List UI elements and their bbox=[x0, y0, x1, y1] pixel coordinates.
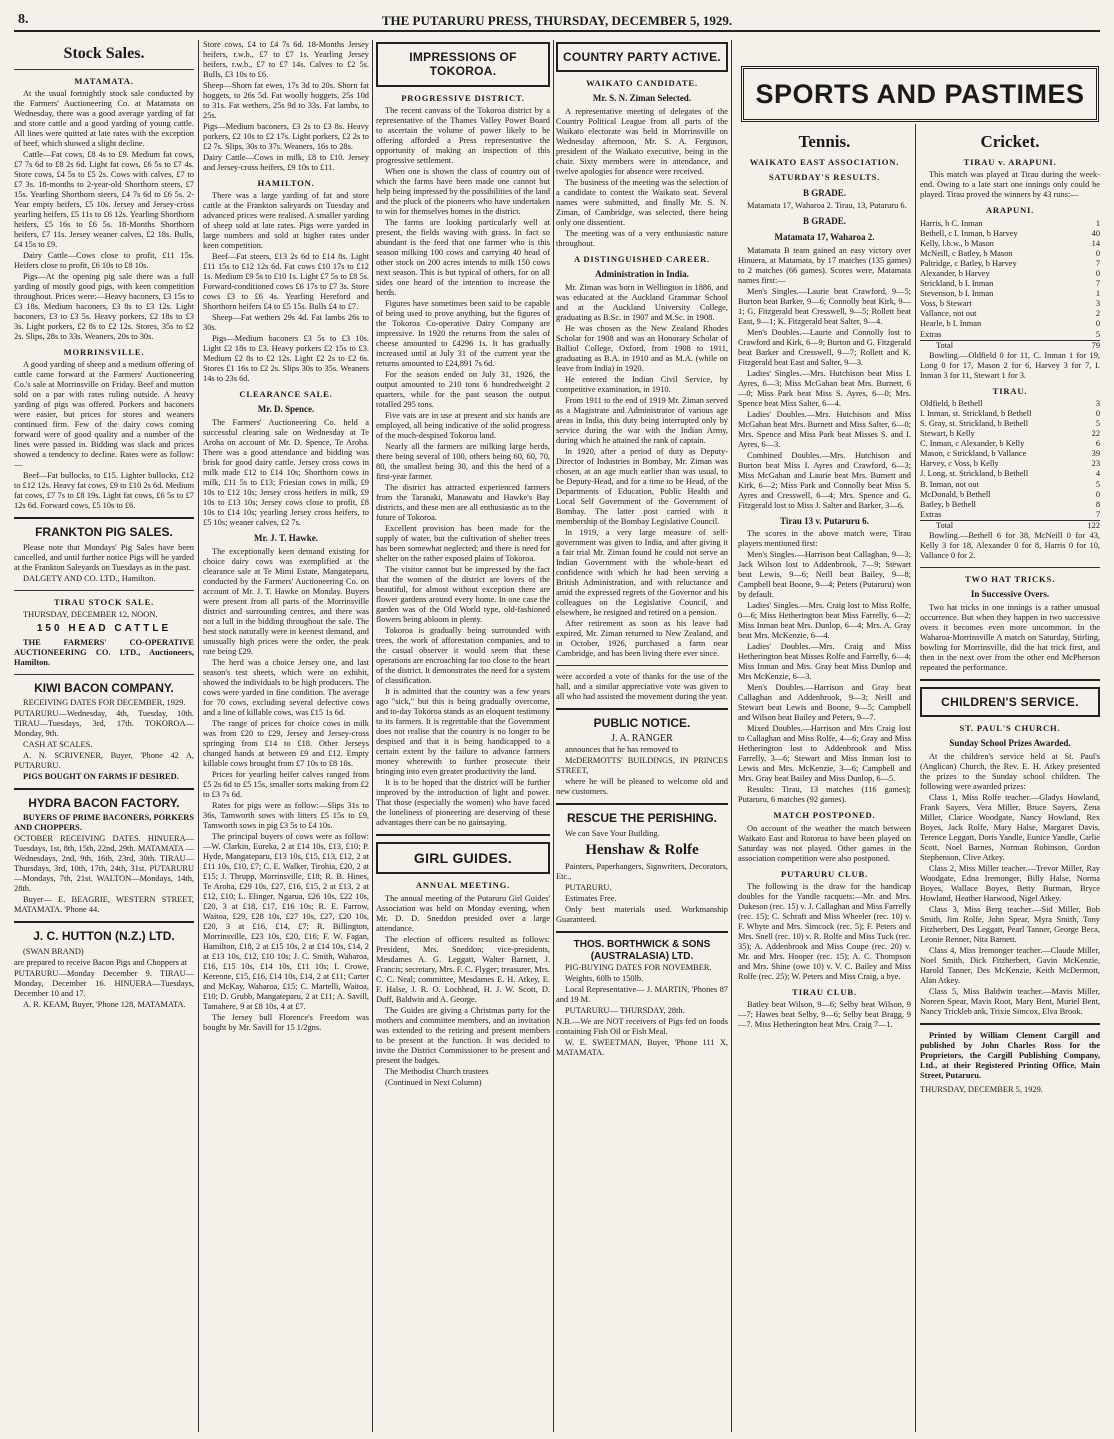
paragraph: Class 4, Miss Iremonger teacher.—Claude Miller, Noel Smith, Dick Fitzherbert, Gavin McKenzie, Harold Tanner, Des McKenzie, Keith McDermott, Alan Atkey. bbox=[920, 946, 1100, 986]
batsman-row bbox=[920, 409, 1100, 419]
footer-date: THURSDAY, DECEMBER 5, 1929. bbox=[920, 1085, 1043, 1095]
kiwi-heading: KIWI BACON COMPANY. bbox=[34, 680, 174, 695]
receiving-dates: PUTARURU—Wednesday, 4th, Tuesday, 10th. TIRAU—Tuesdays, 3rd, 17th. TOKOROA—Monday, 9th. bbox=[14, 709, 194, 739]
paragraph: For the season ended on July 31, 1926, the output amounted to 210 tons 6 hundredweight 2 quarters, while for the past season the output totalled 295 tons. bbox=[376, 369, 550, 409]
arapuni-scorecard bbox=[920, 219, 1100, 340]
paragraph: It is admitted that the country was a few years ago "sick," but this is being gradually overcome, and to-day Tokoroa stands as an eloquent testimony to its farmers. It is regrettable that the Government does not realise that the country is no longer to be despised and that it is being handicapped to a certain extent by the failure to advance farmers money wherewith to further prosecute their bringing into even greater productivity the land. bbox=[376, 686, 550, 776]
paragraph: In 1920, after a period of duty as Deputy-Director of Industries in Bombay, Mr. Ziman was chosen, at an age much earlier than was usual, to be Deputy-Head, and for a time to be Head, of the Departments of Education, Public Health and Local Self Government of the Government of Bombay. The latter post carried with it membership of the Bombay Legislative Council. bbox=[556, 447, 728, 527]
career-caps: A DISTINGUISHED CAREER. bbox=[573, 254, 711, 265]
paragraph: The recent canvass of the Tokoroa district by a representative of the Thames Valley Power Board to ascertain the volume of power likely to be offering afforded a Press representative the opportunity of making an inspection of this progressive settlement. bbox=[376, 105, 550, 165]
hydra-buyer: Buyer— E. BEAGRIE, WESTERN STREET, MATAMATA. 'Phone 44. bbox=[14, 895, 194, 915]
hutton-heading: J. C. HUTTON (N.Z.) LTD. bbox=[33, 929, 175, 944]
batsman-row bbox=[920, 459, 1100, 469]
batsman-name: Paltridge, c Batley, b Harvey bbox=[920, 258, 1017, 268]
paragraph: The herd was a choice Jersey one, and last season's test sheets, which were on exhibit, showed the individuals to be high producers. The cows were yarded in fine condition. The average for 70 cows, excluding several defective cows and a line of killable cows, was £15 1s 6d. bbox=[203, 657, 369, 717]
paragraph: Class 5, Miss Baldwin teacher.—Mavis Miller, Noreen Spear, Mavis Root, Mary Bent, Muriel Bent, Nancy Trickleb ank, Trixie Simcox, Elva Brook. bbox=[920, 987, 1100, 1017]
hydra-dates: OCTOBER RECEIVING DATES. HINUERA—Tuesdays, 1st, 8th, 15th, 22nd, 29th. MATAMATA — Wednesdays, 2nd, 9th, 16th, 23rd, 30th. TIRAU—Thursdays, 3rd, 10th, 17th, 24th, 31st. PUTARURU—Mondays, 7th, 21st. WALTON—Mondays, 14th, 28th. bbox=[14, 834, 194, 894]
paragraph: Sheep—Shorn fat ewes, 17s 3d to 20s. Shorn fat hoggets, to 26s 5d. Fat woolly hoggets, 25s 10d to 31s. Fat wethers, 25s 9d to 33s. Fat lambs, to 25s. bbox=[203, 81, 369, 120]
column-stock-continued bbox=[203, 40, 369, 1432]
paragraph: The farms are looking particularly well at present, the fields waving with grass. In fact so abundant is the feed that one farmer who is this season milking 100 cows and carrying 40 head of other stock on 200 acres intends to milk 150 cows next season. This is but typical of others, for on all sides one heard of the intention to increase the herds. bbox=[376, 217, 550, 297]
batsman-runs: 39 bbox=[1091, 449, 1100, 459]
batsman-name: C. Inman, c Alexander, b Kelly bbox=[920, 439, 1025, 449]
weights: Weights, 60lb to 150lb. bbox=[565, 974, 644, 984]
batsman-name: Vallance, not out bbox=[920, 309, 977, 319]
paragraph: He entered the Indian Civil Service, by competitive examination, in 1910. bbox=[556, 375, 728, 395]
batsman-name: McDonald, b Bethell bbox=[920, 489, 991, 499]
grade: B GRADE. bbox=[802, 216, 846, 227]
batsman-row bbox=[920, 229, 1100, 239]
henshaw-rolfe: Henshaw & Rolfe bbox=[585, 841, 699, 858]
paragraph: He was chosen as the New Zealand Rhodes Scholar for 1908 and was an Honorary Scholar of Balliol College, Oxford, from 1908 to 1911, graduating as B.A. in 1910 and as M.A. (while on leave from India) in 1920. bbox=[556, 324, 728, 374]
batsman-row bbox=[920, 330, 1100, 340]
paragraph: The district has attracted experienced farmers from the Taranaki, Manawatu and Hawke's Bay districts, and these men are all enthusiastic as to the future of Tokoroa. bbox=[376, 482, 550, 522]
paragraph: The following is the draw for the handicap doubles for the Yandle racquets:—Mr. and Mrs. Dukeson (rec. 15) v. J. Callaghan and Miss Farrelly (rec. 15); C. Schraft and Miss Wheeler (rec. 10) v. F. Whyte and Mrs. Simcock (rec. 5); F. Peters and Mrs. Snell (rec. 10) v. R. Rolfe and Miss Tuck (rec. 35); A. Addenbrook and Miss Coupe (rec. 20) v. Mr. and Mrs. Hooper (rec. 15); A. C. Thompson and Mrs. Shine (owe 10) v. V. C. Bailey and Miss Rolfe (rec. 25); W. Peters and Miss Craig, a bye. bbox=[738, 881, 911, 981]
paragraph: Pigs—At the opening pig sale there was a full yarding of mostly good pigs, with keen competition throughout. Prices were:—Heavy baconers, £3 15s to £3 18s. Medium baconers, £3 8s to £3 12s. Light baconers, £3 to £3 5s. Heavy porkers, £2 18s to £3 3s. Light porkers, £2 8s to £2 12s. Stores, 35s to £2 2s. Slips, 28s to 33s. Weaners, 20s to 30s. bbox=[14, 272, 194, 342]
town: PUTARURU. bbox=[565, 883, 612, 893]
batsman-runs: 4 bbox=[1095, 469, 1100, 479]
paragraph: On account of the weather the match between Waikato East and Rotorua to have been played on Saturday was not played. Other games in the association competition were also postponed. bbox=[738, 823, 911, 863]
rescue-sub: We can Save Your Building. bbox=[565, 828, 660, 838]
total-label: Total bbox=[920, 340, 1078, 351]
paragraph: Prices for yearling heifer calves ranged from £5 2s 6d to £5 15s, smaller sorts making from £2 to £3 7s 6d. bbox=[203, 769, 369, 799]
batsman-row bbox=[920, 319, 1100, 329]
hutton-dates: PUTARURU—Monday December 9. TIRAU—Monday, December 16. HINUERA—Tuesdays, December 10 and 17. bbox=[14, 968, 194, 998]
public-notice-heading: PUBLIC NOTICE. bbox=[593, 716, 691, 731]
tennis-heading: Tennis. bbox=[798, 132, 851, 151]
batsman-runs: 3 bbox=[1095, 398, 1100, 408]
paragraph: The annual meeting of the Putaruru Girl Guides' Association was held on Monday evening, when Mr. D. D. Sneddon presided over a large attendance. bbox=[376, 893, 550, 933]
paragraph: Dairy Cattle—Cows close to profit, £11 15s. Heifers close to profit, £6 10s to £8 10s. bbox=[14, 251, 194, 271]
batsman-row bbox=[920, 439, 1100, 449]
batsman-runs: 0 bbox=[1095, 408, 1100, 418]
batsman-row bbox=[920, 219, 1100, 229]
batsman-runs: 5 bbox=[1095, 329, 1100, 339]
ziman-selected: Mr. S. N. Ziman Selected. bbox=[592, 93, 692, 104]
column-rule bbox=[372, 40, 373, 1432]
cattle-count: 150 HEAD CATTLE bbox=[36, 622, 172, 634]
paragraph: Mixed Doubles.—Harrison and Mrs Craig lost to Callaghan and Miss Rolfe, 4—6; Gray and Miss Hetherington lost to Addenbrook and Miss Farrelly, 3—6; Stewart and Miss Inman lost to Lewis and Mrs. McKenzie, 3—6; Campbell and Mrs. Gray beat Bailey and Miss Dunlop, 6—5. bbox=[738, 724, 911, 784]
batsman-row bbox=[920, 429, 1100, 439]
batsman-runs: 1 bbox=[1095, 218, 1100, 228]
hydra-buyers: BUYERS OF PRIME BACONERS, PORKERS AND CHOPPERS. bbox=[14, 813, 194, 833]
borthwick-heading: THOS. BORTHWICK & SONS (AUSTRALASIA) LTD. bbox=[573, 939, 711, 963]
batsman-name: Harris, b C. Inman bbox=[920, 218, 983, 228]
batsman-row bbox=[920, 299, 1100, 309]
batsman-row bbox=[920, 500, 1100, 510]
tirau-club: TIRAU CLUB. bbox=[792, 986, 857, 997]
batsman-row bbox=[920, 269, 1100, 279]
hawke-sub: Mr. J. T. Hawke. bbox=[253, 533, 319, 544]
paragraph: From 1911 to the end of 1919 Mr. Ziman served as a Magistrate and Administrator of various age areas in India, this duty being interrupted only by service during the war with the Indian Army, during which he attained the rank of captain. bbox=[556, 396, 728, 446]
total-runs: 79 bbox=[1078, 340, 1100, 351]
batsman-name: Strickland, b I. Inman bbox=[920, 279, 994, 289]
paragraph: Men's Doubles.—Laurie and Connolly lost to Crawford and Kirk, 6—9; Burton and G. Fitzgerald beat Barker and Cresswell, 9—7; Rollett and K. Fitzgerald beat East and Salter, 9—3. bbox=[738, 327, 911, 367]
paragraph: After retirement as soon as his leave had expired, Mr. Ziman returned to New Zealand, and in October, 1926, purchased a farm near Cambridge, and has been living there ever since. bbox=[556, 619, 728, 659]
prizes-sub: Sunday School Prizes Awarded. bbox=[949, 738, 1071, 749]
paragraph: Men's Singles.—Harrison beat Callaghan, 9—3; Jack Wilson lost to Addenbrook, 7—9; Stewart beat Lewis, 9—6; Neill beat Bailey, 9—8; Campbell beat Boone, 9—4; Peters (Putaruru) won by default. bbox=[738, 550, 911, 600]
batsman-row bbox=[920, 289, 1100, 299]
putaruru-club: PUTARURU CLUB. bbox=[781, 868, 868, 879]
st-pauls: ST. PAUL'S CHURCH. bbox=[959, 723, 1061, 734]
paragraph: The Guides are giving a Christmas party for the mothers and committee members, and an invitation was extended to the retiring and present members to be present at the function. It was decided to invite the District Commissioner to be present and present the badges. bbox=[376, 1005, 550, 1065]
paragraph: Store cows, £4 to £4 7s 6d. 18-Months Jersey heifers, r.w.b., £7 to £7 1s. Yearling Jersey heifers, r.w.b., £7 to £7 14s. Calves to £2 5s. Bulls, £3 10s to £6. bbox=[203, 40, 369, 79]
cricket-heading: Cricket. bbox=[980, 132, 1040, 151]
signature: DALGETY AND CO. LTD., Hamilton. bbox=[23, 573, 156, 583]
batsman-name: Mason, c Strickland, b Vallance bbox=[920, 449, 1027, 459]
hutton-text: are prepared to receive Bacon Pigs and Choppers at bbox=[14, 957, 188, 967]
batsman-row bbox=[920, 239, 1100, 249]
notice-welcome: where he will be pleased to welcome old and new customers. bbox=[556, 777, 728, 797]
paragraph: Combined Doubles.—Mrs. Hutchison and Burton beat Miss I. Ayres and Crawford, 6—3; Miss McGahan and Laurie beat Mrs. Burnett and Kirk, 6—2; Miss Park and Connolly beat Miss S. Ayres and Cresswell, 6—4; Mrs. Spence and G. Fitzgerald lost to Miss J. Salter and Barker, 3—6. bbox=[738, 450, 911, 510]
borthwick-sub: PIG-BUYING DATES FOR NOVEMBER. bbox=[565, 963, 712, 973]
paragraph: The range of prices for choice cows in milk was from £20 to £29, Jersey and Jersey-cross springing from £14 to £18. Other Jerseys changed hands at between £9 and £12. Empty killable cows brought from £7 10s to £8 10s. bbox=[203, 718, 369, 768]
batsman-row bbox=[920, 399, 1100, 409]
imprint: Printed by William Clement Cargill and published by John Charles Ross for the Proprietors, the Cargill Publishing Company, Ltd., at their Registered Printing Office, Main Street, Putaruru. bbox=[920, 1031, 1100, 1081]
arapuni-caps: ARAPUNI. bbox=[985, 205, 1035, 216]
newspaper-title: THE PUTARURU PRESS, THURSDAY, DECEMBER 5, 1929. bbox=[381, 13, 733, 28]
paragraph: When one is shown the class of country out of which the farms have been made one cannot but help being impressed by the possibilities of the land and the pluck of the pioneers who have undertaken to win for themselves homes in the district. bbox=[376, 166, 550, 216]
column-tokoroa bbox=[376, 40, 550, 1432]
sale-date: THURSDAY, DECEMBER 12, NOON. bbox=[23, 609, 158, 619]
batsman-name: Alexander, b Harvey bbox=[920, 269, 990, 279]
paragraph: The Methodist Church trustees bbox=[385, 1066, 489, 1076]
paragraph: Results: Tirau, 13 matches (116 games); Putaruru, 6 matches (92 games). bbox=[738, 785, 911, 805]
paragraph: Ladies' Doubles.—Mrs. Hutchison and Miss McGahan beat Mrs. Burnett and Miss Salter, 6—0; Mrs. Spence and Miss Park beat Misses S. and I. Ayres, 6—3. bbox=[738, 409, 911, 449]
nb-note: N.B.—We are NOT receivers of Pigs fed on foods containing Fish Oil or Fish Meal. bbox=[556, 1017, 728, 1037]
association: WAIKATO EAST ASSOCIATION. bbox=[749, 157, 900, 168]
auctioneer: THE FARMERS' CO-OPERATIVE AUCTIONEERING CO. LTD., Auctioneers, Hamilton. bbox=[14, 637, 194, 667]
guides-continued: were accorded a vote of thanks for the use of the hall, and a similar appreciative vote was given to all who had assisted the movement during the year. bbox=[556, 672, 728, 702]
batsman-name: B. Inman, not out bbox=[920, 479, 979, 489]
paragraph: Ladies' Singles.—Mrs. Craig lost to Miss Rolfe, 0—6; Miss Hetherington beat Miss Farrelly, 6—2; Miss Inman beat Mrs. Dunlop, 6—4; Mrs. A. Gray beat Mrs. McKenzie, 6—4. bbox=[738, 601, 911, 641]
paragraph: The meeting was of a very enthusiastic nature throughout. bbox=[556, 229, 728, 249]
trades: Painters, Paperhangers, Signwriters, Decorators, Etc., bbox=[556, 862, 728, 882]
paragraph: Class 3, Miss Berg teacher.—Sid Miller, Bob Smith, Jim Rolfe, John Spear, Myra Smith, Tony Fitzherbert, Des Leggatt, Pearl Tanner, George Beca, Leonie Renner, Nita Barnett. bbox=[920, 905, 1100, 945]
column-rule bbox=[553, 40, 554, 1432]
batsman-name: McNeill, c Batley, b Mason bbox=[920, 248, 1013, 258]
batsman-name: Extras bbox=[920, 329, 942, 339]
batsman-name: Stewart, b Kelly bbox=[920, 429, 975, 439]
batsman-runs: 23 bbox=[1091, 459, 1100, 469]
column-country-party bbox=[556, 40, 728, 1432]
paragraph: Cattle—Fat cows, £8 4s to £9. Medium fat cows, £7 7s 6d to £8 2s 6d. Light fat cows, £6 5s to £7 4s. Store cows, £4 5s to £5 2s. Cows with calves, £7 to £7 3s. 18-months to 2-year-old Shorthorn steers, £7 15s. Yearling Shorthorn steers, £4 7s 6d to £6 5s. 2-Year empty heifers, £5 10s. Jersey and Jersey-cross yearling heifers, £5 11s to £6 12s. Yearling Shorthorn heifers, £5 16s to £6 5s. 18-Months Shorthorn heifers, £7 11s. Jersey weaner calves, £2 18s. Bulls, £4 15s to £9. bbox=[14, 150, 194, 250]
batsman-runs: 7 bbox=[1095, 258, 1100, 268]
hamilton-caps: HAMILTON. bbox=[257, 178, 315, 188]
batsman-runs: 0 bbox=[1095, 319, 1100, 329]
batsman-runs: 7 bbox=[1095, 509, 1100, 519]
masthead bbox=[14, 10, 1100, 32]
paragraph: A good yarding of sheep and a medium offering of cattle came forward at the Farmers' Auctioneering Co.'s sale at Morrinsville on Friday. Beef and mutton sold on a par with rates ruling outside. A heavy yarding of pigs was offered. Porkers and baconers were easier, but prices for stores and weaners continued firm. Few of the dairy cows coming forward were of good quality and a number of the lines were passed in. Bidding was slack and prices showed a tendency to decline. Rates were as follow:— bbox=[14, 360, 194, 470]
arapuni-total bbox=[920, 340, 1100, 351]
paragraph: Five vats are in use at present and six hands are employed, all being indicative of the solid progress of the much-despised Tokoroa land. bbox=[376, 410, 550, 440]
batsman-runs: 5 bbox=[1095, 479, 1100, 489]
tirau-stock-heading: TIRAU STOCK SALE. bbox=[53, 596, 155, 607]
girl-guides-heading: GIRL GUIDES. bbox=[376, 842, 550, 875]
paragraph: The visitor cannot but be impressed by the fact that the women of the district are lovers of the beautiful, for almost without exception there are flower gardens around every home. In one case the garden was of the Old World type, old-fashioned flowers being abloom in plenty. bbox=[376, 564, 550, 624]
receiving-dates-title: RECEIVING DATES FOR DECEMBER, 1929. bbox=[23, 698, 186, 708]
paragraph: The principal buyers of cows were as follow:—W. Clarkin, Eureka, 2 at £14 10s, £13, £10; P. Hyde, Mangateparu, £13 10s, £15, £13, £12, 2 at £11 10s, £10, £7; C. E. Walker, Tirohia, £20, 2 at £15; J. Thrupp, Morrinsville, £18; R. B. Hines, Te Aroha, £29 10s, £27, £16, £15, 2 at £13, 2 at £12, £10; L. Elinger, Ngarua, £26 10s, £22 10s, £20, 3 at £18, £17, £16 10s; R. E. Farrow, Waitoa, £29, £28 10s, £27 10s, £27, £20 10s, £20, 3 at £16, £14, £7; R. Billington, Morrinsville, £23 10s, £20, £16; F. W. Fagan, Hamilton, £18, 2 at £15 10s, 2 at £14 10s, £14, 2 at £13 10s, £12, £10 10s; J. C. Smith, Waharoa, £16, £15 10s, £14 10s, £11 10s; I. Crowe, Kereone, £15, £16, £14 10s, £14, 2 at £11; Carter and McKay, Waharoa, £15; C. Martelli, Waitoa, £10; D. Grubb, Mangateparu, 2 at £11; A. Savill, Tamahere, 9 at £8 10s, 4 at £7. bbox=[203, 831, 369, 1011]
batsman-runs: 3 bbox=[1095, 299, 1100, 309]
paragraph: Figures have sometimes been said to be capable of being used to prove anything, but the figures of the Tokoroa Co-operative Dairy Company are impressive. In 1920 the returns from the sales of cheese amounted to £4296 1s. It has gradually increased until at July 31 of the current year the returns amounted to £24,891 7s 6d. bbox=[376, 298, 550, 368]
batsman-name: J. Long, st. Strickland, b Bethell bbox=[920, 469, 1029, 479]
hydra-heading: HYDRA BACON FACTORY. bbox=[28, 796, 180, 811]
paragraph: Ladies' Singles.—Mrs. Hutchison beat Miss I. Ayres, 6—3; Miss McGahan beat Mrs. Burnett, 6—0; Miss Park beat Miss S. Ayres, 6—0; Mrs. Spence beat Miss Salter, 6—4. bbox=[738, 368, 911, 408]
matamata-caps: MATAMATA. bbox=[74, 76, 134, 87]
paragraph: Rates for pigs were as follow:—Slips 31s to 36s, Tamworth sows with litters £5 15s to £9, Tamworth sows in pig £3 5s to £4 10s. bbox=[203, 800, 369, 830]
paragraph: There was a large yarding of fat and store cattle at the Frankton saleyards on Tuesday and advanced prices were realised. A smaller yarding of sheep sold at late rates. Pigs were yarded in large numbers and sold at higher rates under keen competition. bbox=[203, 191, 369, 251]
paragraph: Tokoroa is gradually being surrounded with trees, the work of afforestation companies, and to the casual observer it would seem that these operations are encroaching far too close to the heart of the district. It demonstrates the need for a system of classification. bbox=[376, 625, 550, 685]
tirau-putaruru: Tirau 13 v. Putaruru 6. bbox=[780, 515, 869, 526]
paragraph: Matamata B team gained an easy victory over Hinuera, at Matamata, by 17 matches (135 games) to 2 matches (66 games). Scores were, Matamata names first:— bbox=[738, 245, 911, 285]
buyer: A. N. SCRIVENER, Buyer, 'Phone 42 A, PUTARURU. bbox=[14, 751, 194, 771]
tokoroa-sub: PROGRESSIVE DISTRICT. bbox=[401, 92, 525, 103]
stock-sales-heading: Stock Sales. bbox=[63, 45, 145, 62]
batsman-runs: 6 bbox=[1095, 439, 1100, 449]
batsman-name: Extras bbox=[920, 509, 942, 519]
paragraph: This match was played at Tirau during the week-end. Owing to a late start one innings only could be played. Tirau proved the winners by 43 runs:— bbox=[920, 170, 1100, 200]
batsman-row bbox=[920, 249, 1100, 259]
paragraph: Beef—Fat steers, £13 2s 6d to £14 8s. Light £11 15s to £12 12s 6d. Fat cows £10 17s to £12 1s. Medium £9 5s to £10 1s. Light £7 5s to £8 5s. Forward-conditioned cows £6 17s to £7 3s. Store cows £3 to £6 4s. Yearling Hereford and Shorthorn heifers £4 to £5 15s. Bulls £4 to £7. bbox=[203, 252, 369, 312]
grade-results: Matamata 17, Waharoa 2. Tirau, 13, Putaruru 6. bbox=[747, 201, 907, 211]
batsman-row bbox=[920, 309, 1100, 319]
paragraph: Sheep—Fat wethers 29s 4d. Fat lambs 26s to 30s. bbox=[203, 313, 369, 333]
paragraph: Beef—Fat bullocks, to £15. Lighter bullocks, £12 to £12 12s. Heavy fat cows, £9 to £10 2s 6d. Medium fat cows, £7 7s to £8 19s. Light fat cows, £6 5s to £7 12s 6d. Forward cows, £5 10s to £6. bbox=[14, 471, 194, 511]
hat-tricks-caps: TWO HAT TRICKS. bbox=[964, 573, 1056, 584]
batsman-name: Kelly, l.b.w., b Mason bbox=[920, 238, 994, 248]
notice-place: McDERMOTTS' BUILDINGS, IN PRINCES STREET, bbox=[556, 756, 728, 776]
paragraph: Men's Singles.—Laurie beat Crawford, 9—5; Burton beat Barker, 9—6; Connolly beat Kirk, 9—1; G. Fitzgerald beat Cresswell, 9—5; Rollett beat East, 9—1; K. Fitzgerald beat Salter, 9—4. bbox=[738, 286, 911, 326]
batsman-name: Batley, b Bethell bbox=[920, 499, 976, 509]
estimates: Estimates Free. bbox=[565, 894, 617, 904]
match-sub: Matamata 17, Waharoa 2. bbox=[774, 232, 875, 243]
hutton-buyer: A. R. KEAM, Buyer, 'Phone 128, MATAMATA. bbox=[23, 999, 186, 1009]
notice-text: announces that he has removed to bbox=[565, 745, 679, 755]
batsman-name: Oldfield, b Bethell bbox=[920, 398, 983, 408]
materials: Only best materials used. Workmanship Guaranteed. bbox=[556, 905, 728, 925]
paragraph: Bowling.—Bethell 6 for 38, McNeill 0 for 43, Kelly 3 for 18, Alexander 0 for 8, Harris 0 for 10, Vallance 0 for 2. bbox=[920, 530, 1100, 560]
batsman-row bbox=[920, 259, 1100, 269]
swan-brand: (SWAN BRAND) bbox=[23, 946, 84, 956]
clearance-caps: CLEARANCE SALE. bbox=[239, 389, 333, 400]
tirau-scorecard bbox=[920, 399, 1100, 520]
sports-pastimes-banner: SPORTS AND PASTIMES bbox=[741, 66, 1099, 122]
column-rule bbox=[198, 40, 199, 1432]
batsman-runs: 14 bbox=[1091, 238, 1100, 248]
batsman-name: Hearle, b I. Inman bbox=[920, 319, 982, 329]
paragraph: Class 2, Miss Miller teacher.—Trevor Miller, Ray Woodgate, Edna Iremonger, Billy Halse, Norma Boyes, Wallace Boyes, Betty Burman, Bryce Howland, Heather Harwood, Nigel Atkey. bbox=[920, 864, 1100, 904]
batsman-row bbox=[920, 469, 1100, 479]
frankton-heading: FRANKTON PIG SALES. bbox=[35, 525, 173, 540]
column-stock-sales bbox=[14, 40, 194, 1432]
column-cricket bbox=[920, 124, 1100, 1432]
tirau-caps: TIRAU. bbox=[992, 385, 1028, 396]
results-caps: SATURDAY'S RESULTS. bbox=[768, 172, 881, 183]
continued-note: (Continued in Next Column) bbox=[385, 1077, 482, 1087]
tokoroa-heading: IMPRESSIONS OF TOKOROA. bbox=[376, 42, 550, 87]
batsman-runs: 5 bbox=[1095, 419, 1100, 429]
batsman-row bbox=[920, 419, 1100, 429]
paragraph: Nearly all the farmers are milking large herds, there being several of 100, others being 60, 60, 70, 80, the smallest being 30, and this the herd of a first-year farmer. bbox=[376, 441, 550, 481]
cash-at-scales: CASH AT SCALES. bbox=[23, 740, 93, 750]
paragraph: Pigs—Medium baconers £3 5s to £3 10s. Light £2 18s to £3. Heavy porkers £2 15s to £3. Medium £2 8s to £2 12s. Light £2 2s to £2 6s. Stores £1 16s to £2 2s. Slips 30s to 35s. Weaners 14s to 23s 6d. bbox=[203, 334, 369, 384]
paragraph: The Jersey bull Florence's Freedom was bought by Mr. Savill for 15 1/2gns. bbox=[203, 1012, 369, 1032]
paragraph: The Farmers' Auctioneering Co. held a successful clearing sale on Wednesday at Te Aroha on account of Mr. D. Spence, Te Aroha. There was a good attendance and bidding was brisk for good dairy cattle. Jersey cross cows in milk made £12 to £14 10s; Shorthorn cows in milk, £11 5s to £13; Friesian cows in milk, £9 10s to £12 10s; Jersey cross heifers in milk, £9 10s to £13 10s; Jersey cows close to profit, £8 10s to £14 10s; yearling Jersey cross heifers, to £5 10s; weaner calves, £2 7s. bbox=[203, 418, 369, 528]
paragraph: The business of the meeting was the selection of a candidate to contest the Waikato seat. Several names were submitted, and finally Mr. S. N. Ziman, of Cambridge, was selected, there being only one dissentient. bbox=[556, 178, 728, 228]
total-label: Total bbox=[920, 520, 1078, 531]
country-party-heading: COUNTRY PARTY ACTIVE. bbox=[556, 42, 728, 72]
paragraph: Class 1, Miss Rolfe teacher.—Gladys Howland, Frank Sayers, Vera Miller, Bruce Sayers, Zena Miller, Clarice Woodgate, Nancy Howland, Rex Boyes, Jack Rolfe, Mary Halse, Margaret Davis, Terence Leggatt, Doris Yandle, Eunice Yandle, Carlie Scott, Noel Barnes, Norman Robinson, Gordon Stephenson, Clive Atkey. bbox=[920, 793, 1100, 863]
paragraph: Ladies' Doubles.—Mrs. Craig and Miss Hetherington beat Misses Rolfe and Farrelly, 6—4; Miss Inman and Mrs. Gray beat Miss Dunlop and Mrs McKenzie, 6—3. bbox=[738, 642, 911, 682]
paragraph: Bowling.—Oldfield 0 for 11, C. Inman 1 for 19, Long 0 for 17, Mason 2 for 6, Harvey 3 for 7, I. Inman 3 for 11, Stewart 1 for 3. bbox=[920, 350, 1100, 380]
childrens-service-heading: CHILDREN'S SERVICE. bbox=[920, 687, 1100, 717]
batsman-runs: 7 bbox=[1095, 279, 1100, 289]
tirau-total bbox=[920, 520, 1100, 531]
paragraph: The exceptionally keen demand existing for choice dairy cows was exemplified at the clearance sale at Te Mimi Estate, Mangateparu, conducted by the Farmers' Auctioneering Co. on account of Mr. J. T. Hawke on Monday. Buyers were present from all parts of the Morrinsville district and surrounding centres, and there was not a lull in the bidding throughout the sale. The best stock naturally were in keenest demand, and unusually high prices were the order, the peak rate being £29. bbox=[203, 546, 369, 656]
batsman-name: Voss, b Stewart bbox=[920, 299, 972, 309]
batsman-row bbox=[920, 279, 1100, 289]
postponed-caps: MATCH POSTPONED. bbox=[773, 810, 876, 821]
batsman-name: Bethell, c I. Inman, b Harvey bbox=[920, 228, 1018, 238]
pig-date: PUTARURU— THURSDAY, 28th. bbox=[565, 1006, 685, 1016]
hat-tricks-sub: In Successive Overs. bbox=[970, 589, 1050, 600]
paragraph: Two hat tricks in one innings is a rather unusual occurrence. But when they happen in two successive overs it becomes even more uncommon. In the Waharoa-Morrinsville A match on Saturday, Stirling, bowling for Morrinsville, did the hat trick first, and then in the next over from the other end McPherson repeated the performance. bbox=[920, 602, 1100, 672]
paragraph: A representative meeting of delegates of the Country Political League from all parts of the Waikato electorate was held in Morrinsville on Wednesday afternoon, Mr. S. A. Ferguson, president of the Waikato executive, being in the chair. Sixty members were in attendance, and twelve apologies for absence were received. bbox=[556, 107, 728, 177]
batsman-name: Harvey, c Voss, b Kelly bbox=[920, 459, 999, 469]
paragraph: The election of officers resulted as follows: President, Mrs. Sneddon; vice-presidents, Mesdames A. G. Leggatt, Walter Barnett, J. Francis; secretary, Mrs. F. C. Flyger; treasurer, Mrs. C. C. Neal; committee, Mesdames E. H. Atkey, E. F. Halse, J. R. O. Lochhead, H. J. W. Scott, D. Duff, Baldwin and A. George. bbox=[376, 934, 550, 1004]
batsman-runs: 1 bbox=[1095, 289, 1100, 299]
rescue-heading: RESCUE THE PERISHING. bbox=[566, 811, 718, 826]
paragraph: Excellent provision has been made for the supply of water, but the cultivation of shelter trees has been somewhat neglected; and there is need for shelter on the rather exposed plains of Tokoroa. bbox=[376, 523, 550, 563]
column-tennis bbox=[738, 124, 911, 1432]
representative: Local Representative— J. MARTIN, 'Phones 87 and 19 M. bbox=[556, 985, 728, 1005]
paragraph: Pigs—Medium baconers, £3 2s to £3 8s. Heavy porkers, £2 10s to £2 17s. Light porkers, £2 2s to £2 7s. Slips, 30s to 37s. Weaners, 16s to 28s. bbox=[203, 122, 369, 151]
ranger-name: J. A. RANGER bbox=[611, 733, 673, 745]
batsman-runs: 2 bbox=[1095, 309, 1100, 319]
waikato-candidate: WAIKATO CANDIDATE. bbox=[586, 78, 698, 89]
career-sub: Administration in India. bbox=[595, 269, 689, 280]
batsman-runs: 0 bbox=[1095, 269, 1100, 279]
batsman-runs: 22 bbox=[1091, 429, 1100, 439]
paragraph: At the children's service held at St. Paul's (Anglican) Church, the Rev. E. H. Atkey presented the prizes to the Sunday school children. The following were awarded prizes: bbox=[920, 752, 1100, 792]
batsman-name: I. Inman, st. Strickland, b Bethell bbox=[920, 408, 1032, 418]
page-number: 8. bbox=[18, 12, 29, 27]
grade: B GRADE. bbox=[802, 187, 846, 198]
pigs-bought: PIGS BOUGHT ON FARMS IF DESIRED. bbox=[23, 772, 179, 782]
batsman-name: S. Gray, st. Strickland, b Bethell bbox=[920, 419, 1029, 429]
paragraph: At the usual fortnightly stock sale conducted by the Farmers' Auctioneering Co. at Matamata on Wednesday, there was a good average yarding of fat and store cattle and a good yarding of young cattle. All lines were quitted at late rates with the exception of beef, which showed a slight decline. bbox=[14, 89, 194, 149]
paragraph: Dairy Cattle—Cows in milk, £8 to £10. Jersey and Jersey-cross heifers, £9 10s to £11. bbox=[203, 153, 369, 172]
total-runs: 122 bbox=[1078, 520, 1100, 531]
girl-guides-sub: ANNUAL MEETING. bbox=[415, 880, 511, 891]
paragraph: In 1919, a very large measure of self-government was given to India, and after giving it a fair trial Mr. Ziman found he could not serve an Indian Government with the whole-heart ed confidence with which he had been serving a British Administration, and with reluctance and amid the expressed regrets of the Governor and his colleagues on the Legislative Council, and elsewhere, he resigned and retired on a pension. bbox=[556, 528, 728, 618]
paragraph: The scores in the above match were, Tirau players mentioned first: bbox=[738, 529, 911, 549]
batsman-row bbox=[920, 449, 1100, 459]
batsman-row bbox=[920, 510, 1100, 520]
column-rule bbox=[915, 124, 916, 1432]
sweetman-buyer: W. E. SWEETMAN, Buyer, 'Phone 111 X, MATAMATA. bbox=[556, 1038, 728, 1058]
batsman-runs: 8 bbox=[1095, 499, 1100, 509]
tirau-arapuni: TIRAU v. ARAPUNI. bbox=[963, 157, 1057, 168]
paragraph: Mr. Ziman was born in Wellington in 1886, and was educated at the Auckland Grammar School and at the Auckland University College, graduating as B.Sc. in 1907 and M.Sc. in 1908. bbox=[556, 283, 728, 323]
batsman-row bbox=[920, 480, 1100, 490]
paragraph: It is to be hoped that the district will be further improved by the introduction of light and power. That those (especially the women) who have faced the loneliness of pioneering are deserving of these advantages there can be no gainsaying. bbox=[376, 777, 550, 827]
batsman-runs: 40 bbox=[1091, 228, 1100, 238]
batsman-runs: 0 bbox=[1095, 248, 1100, 258]
column-rule bbox=[731, 40, 732, 1432]
morrinsville-caps: MORRINSVILLE. bbox=[63, 347, 145, 358]
batsman-row bbox=[920, 490, 1100, 500]
batsman-name: Stevenson, b I. Inman bbox=[920, 289, 994, 299]
batsman-runs: 0 bbox=[1095, 489, 1100, 499]
spence-sub: Mr. D. Spence. bbox=[257, 404, 315, 415]
paragraph: Men's Doubles.—Harrison and Gray beat Callaghan and Addenbrook, 9—3; Neill and Stewart beat Lewis and Boone, 9—5; Campbell and Wilson beat Bailey and Peters, 9—7. bbox=[738, 683, 911, 723]
paragraph: Please note that Mondays' Pig Sales have been cancelled, and until further notice Pigs will be yarded at the Frankton Saleyards on Tuesdays as in the past. bbox=[14, 542, 194, 572]
paragraph: Batley beat Wilson, 9—6; Selby beat Wilson, 9—7; Hawes beat Selby, 9—6; Selby beat Bragg, 9—7. Miss Hetherington beat Mrs. Craig 7—1. bbox=[738, 1000, 911, 1030]
